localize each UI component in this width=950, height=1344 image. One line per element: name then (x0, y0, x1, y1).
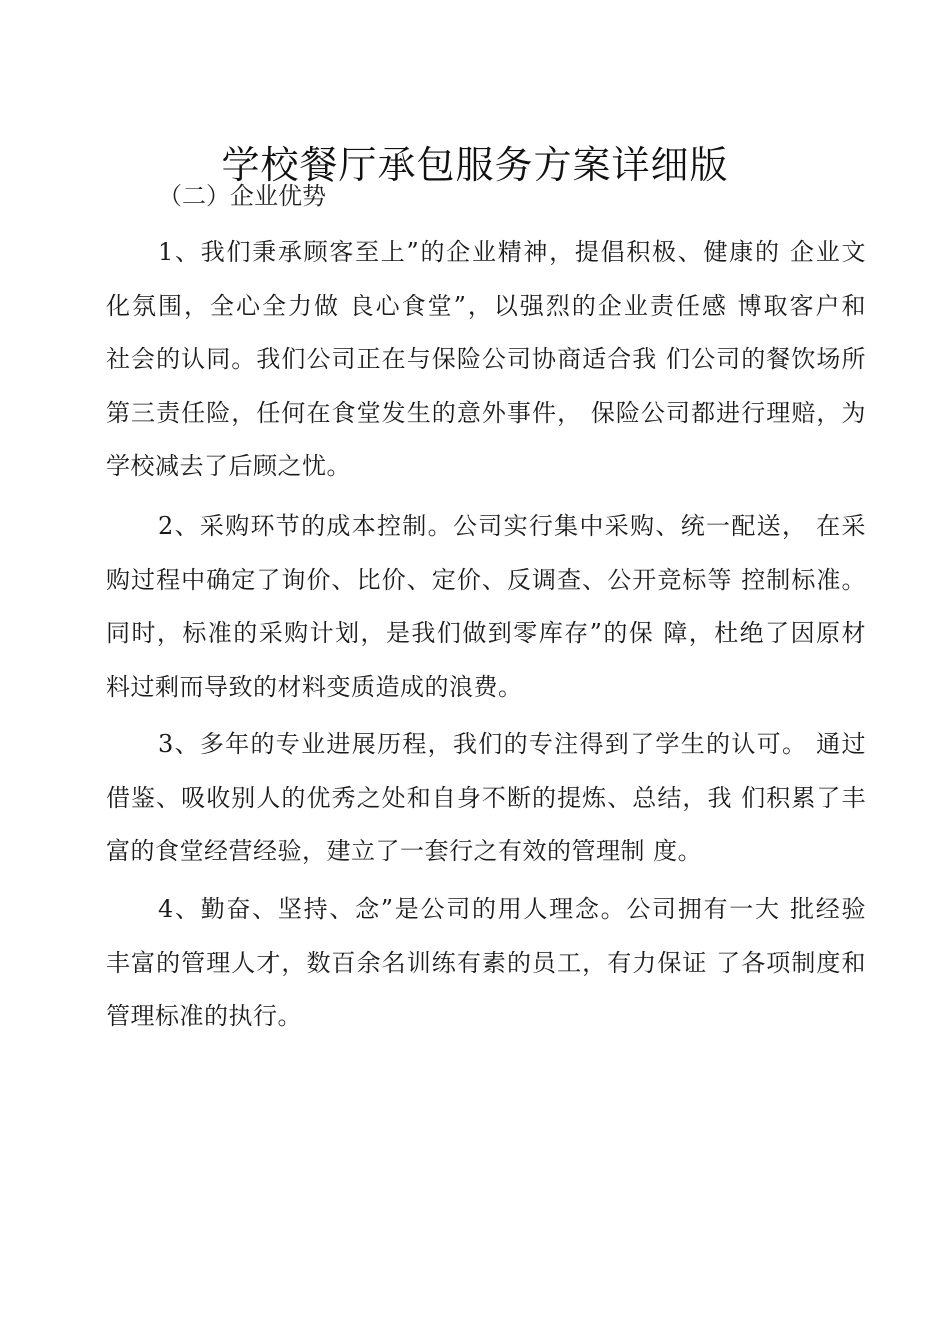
paragraph-line: 2、采购环节的成本控制。公司实行集中采购、统一配送， 在采 (158, 512, 866, 540)
paragraph-2 (106, 500, 866, 714)
paragraph-line: 料过剩而导致的材料变质造成的浪费。 (106, 672, 523, 701)
paragraph-line: 丰富的管理人才，数百余名训练有素的员工，有力保证 了各项制度和 (106, 948, 866, 977)
paragraph-line: 化氛围，全心全力做 良心食堂”，以强烈的企业责任感 博取客户和 (106, 291, 866, 320)
paragraph-3 (106, 718, 866, 879)
paragraph-line: 1、我们秉承顾客至上”的企业精神，提倡积极、健康的 企业文 (158, 238, 866, 266)
document-title: 学校餐厅承包服务方案详细版 (221, 143, 729, 188)
paragraph-line: 同时，标准的采购计划，是我们做到零库存”的保 障，杜绝了因原材 (106, 619, 866, 647)
paragraph-1 (106, 226, 866, 494)
paragraph-line: 学校减去了后顾之忧。 (106, 452, 351, 480)
paragraph-line: 富的食堂经营经验，建立了一套行之有效的管理制 度。 (106, 837, 703, 865)
section-heading: （二）企业优势 (158, 182, 326, 210)
paragraph-line: 购过程中确定了询价、比价、定价、反调查、公开竞标等 控制标准。 (106, 565, 866, 594)
paragraph-line: 管理标准的执行。 (106, 1002, 302, 1030)
paragraph-line: 社会的认同。我们公司正在与保险公司协商适合我 们公司的餐饮场所 (106, 345, 866, 373)
paragraph-line: 第三责任险，任何在食堂发生的意外事件， 保险公司都进行理赔，为 (106, 398, 866, 427)
paragraph-line: 借鉴、吸收别人的优秀之处和自身不断的提炼、总结，我 们积累了丰 (106, 783, 866, 812)
paragraph-line: 3、多年的专业进展历程，我们的专注得到了学生的认可。 通过 (158, 730, 866, 758)
paragraph-4 (106, 883, 866, 1044)
paragraph-line: 4、勤奋、坚持、念”是公司的用人理念。公司拥有一大 批经验 (158, 895, 866, 923)
